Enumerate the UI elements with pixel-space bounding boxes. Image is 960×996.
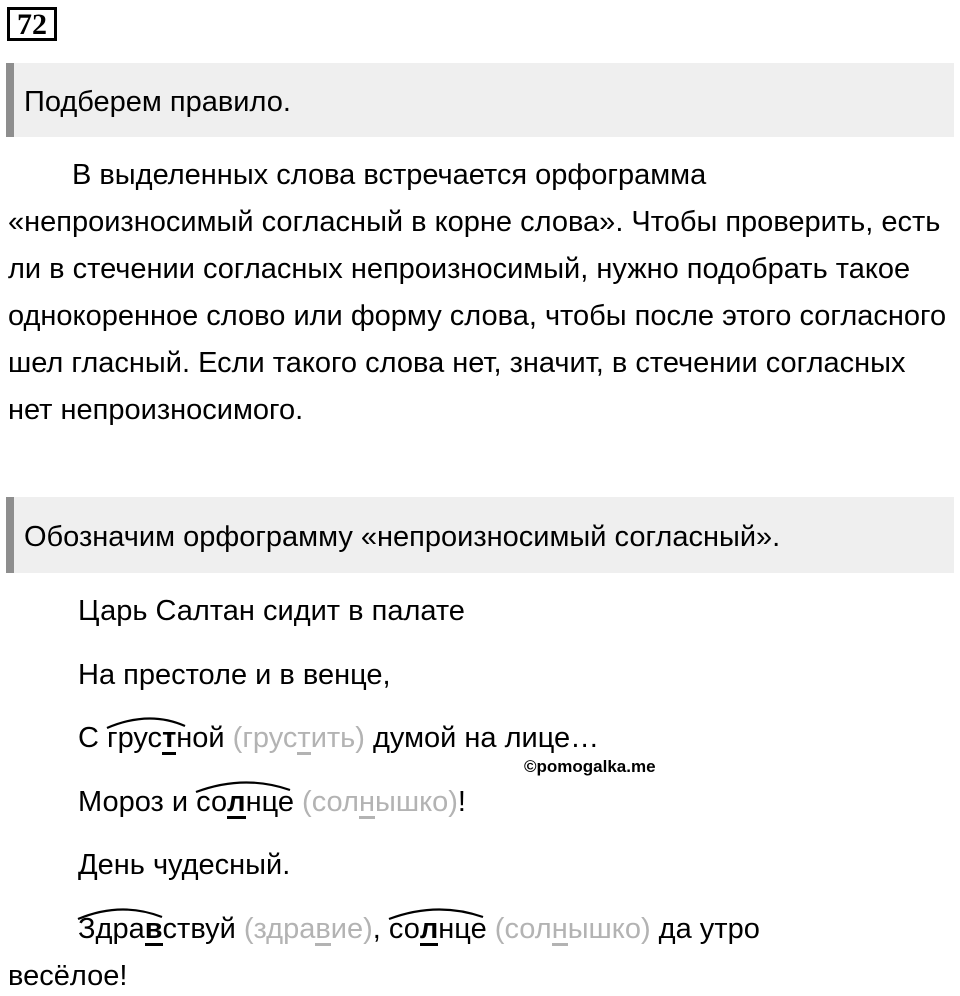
task-number: 72 (7, 7, 57, 41)
root-arc-icon (194, 778, 294, 794)
check-word: (грустить) (224, 722, 365, 754)
section-heading-rule: Подберем правило. (6, 63, 954, 137)
check-word: (здравие) (235, 913, 373, 945)
poem-line-4: Мороз и солнце (солнышко)! (78, 782, 466, 822)
root-arc-icon (387, 905, 487, 921)
check-word: (солнышко) (294, 786, 458, 818)
poem-line-7: весёлое! (8, 960, 128, 992)
root-arc-icon (105, 714, 193, 730)
poem-line-2: На престоле и в венце, (78, 659, 391, 691)
explanation-paragraph: В выделенных слова встречается орфограмма «непроизносимый согласный в корне слова». Чтобы проверить, есть ли в стечении согласных непроизносимый, нужно подобрать такое однокоренное слово или форму слова, чтобы после этого согласного шел гласный. Если такого слова нет, значит, в стечении согласных нет непроизносимого. (8, 159, 947, 426)
line-text: С (78, 722, 107, 754)
check-word: (солнышко) (486, 913, 651, 945)
silent-consonant: л (227, 786, 246, 818)
root-arc-icon (76, 905, 166, 921)
root-word-zdravstvuy: Здравствуй (78, 909, 236, 949)
poem-line-6: Здравствуй (здравие), солнце (солнышко) да утро (78, 909, 760, 949)
poem-line-1: Царь Салтан сидит в палате (78, 595, 465, 627)
silent-consonant: л (419, 913, 439, 945)
silent-consonant: т (162, 722, 177, 754)
silent-consonant: в (144, 913, 163, 945)
section-heading-spelling: Обозначим орфограмму «непроизносимый согласный». (6, 497, 954, 573)
root-word-solntse: солнце (196, 782, 294, 822)
root-word-solntse-2: солнце (389, 909, 487, 949)
poem-line-5: День чудесный. (78, 849, 291, 881)
poem-line-3: С грустной (грустить) думой на лице… (78, 718, 599, 758)
root-word-grustnoy: грустной (107, 718, 225, 758)
watermark: ©pomogalka.me (524, 757, 656, 776)
